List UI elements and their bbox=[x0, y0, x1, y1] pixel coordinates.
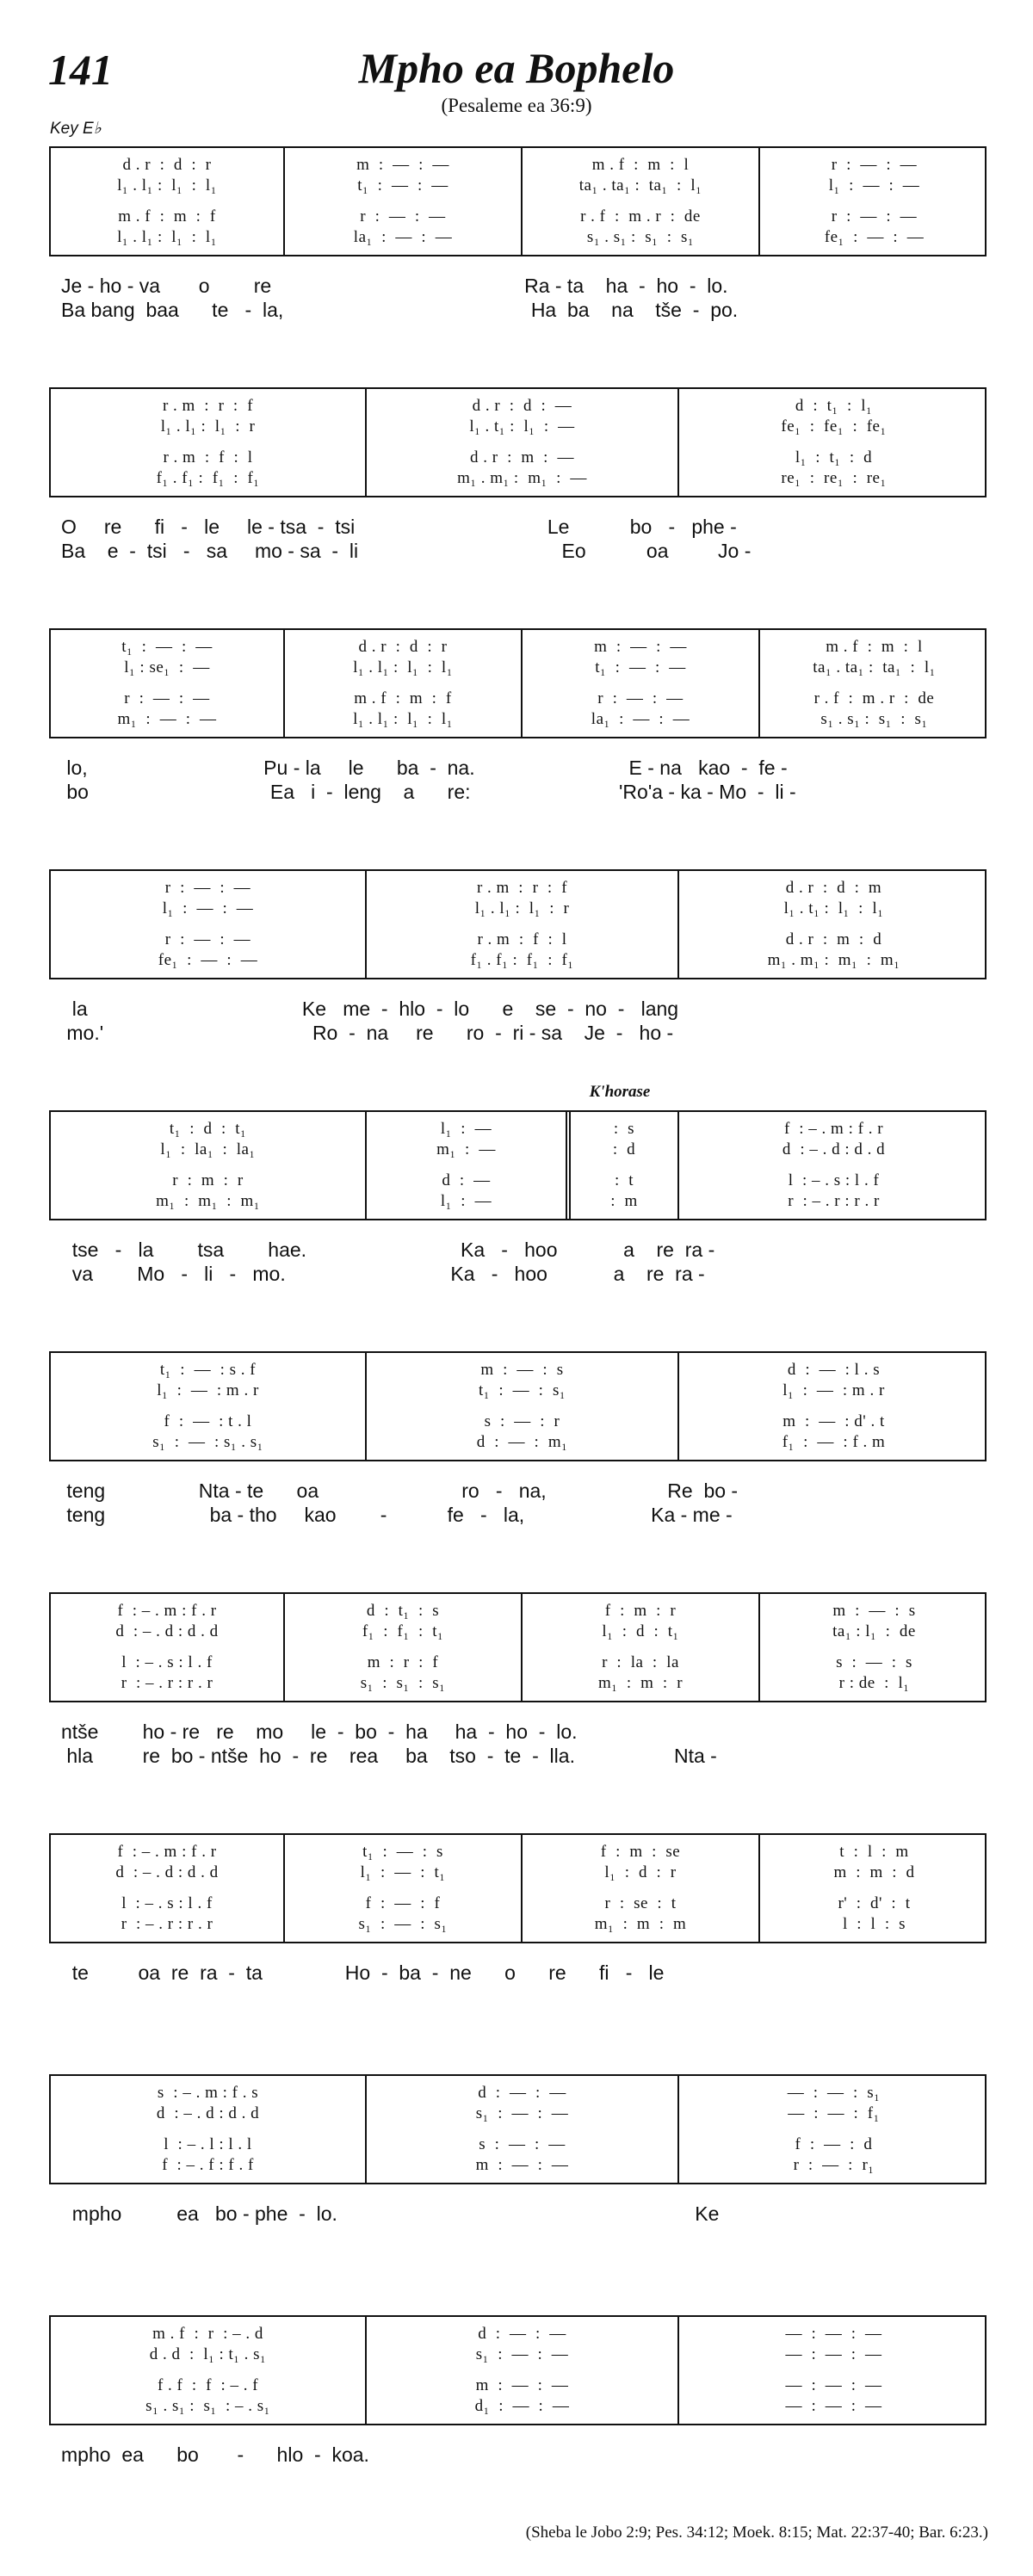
lyric-line bbox=[61, 2226, 987, 2250]
note-row: l₁ . l₁ : l₁ : l₁ bbox=[117, 228, 217, 246]
note-row: d : – . d : d . d bbox=[115, 1863, 219, 1881]
stave-box bbox=[49, 2315, 987, 2425]
note-row: s : — : — bbox=[479, 2135, 566, 2153]
note-row: t₁ : — : — bbox=[121, 638, 213, 656]
measure bbox=[51, 148, 283, 255]
note-row: r . m : r : f bbox=[162, 397, 254, 415]
lyrics-block bbox=[49, 1479, 987, 1529]
note-row: — : — : s₁ bbox=[787, 2084, 881, 2102]
note-row: l₁ : d : t₁ bbox=[602, 1622, 679, 1640]
lyric-line: mpho ea bo - phe - lo. Ke bbox=[61, 2202, 720, 2225]
lyric-line: Ba bang baa te - la, Ha ba na tše - po. bbox=[61, 299, 739, 321]
note-row: m₁ : m₁ : m₁ bbox=[156, 1192, 260, 1210]
lyric-line: mpho ea bo - hlo - koa. bbox=[61, 2443, 369, 2466]
note-row: — : — : — bbox=[785, 2397, 882, 2415]
note-row: — : — : — bbox=[785, 2345, 882, 2363]
measure bbox=[758, 630, 988, 737]
lyric-line: va Mo - li - mo. Ka - hoo a re ra - bbox=[61, 1263, 705, 1285]
note-row: t : l : m bbox=[839, 1843, 909, 1861]
chorus-label: K'horase bbox=[589, 1083, 651, 1101]
note-row: r : – . r : r . r bbox=[121, 1674, 213, 1692]
note-row: r : — : — bbox=[360, 207, 446, 225]
hymn-subtitle: (Pesaleme ea 36:9) bbox=[441, 95, 592, 116]
note-row: l : – . s : l . f bbox=[788, 1171, 880, 1189]
note-row: d : – . d : d . d bbox=[115, 1622, 219, 1640]
note-row: s₁ . s₁ : s₁ : – . s₁ bbox=[145, 2397, 270, 2415]
note-row: d . r : d : r bbox=[358, 638, 448, 656]
note-row: l₁ . t₁ : l₁ : l₁ bbox=[783, 899, 884, 917]
note-row: f : – . m : f . r bbox=[117, 1843, 217, 1861]
note-row: t₁ : d : t₁ bbox=[169, 1120, 247, 1138]
note-row: l : l : s bbox=[842, 1915, 906, 1933]
lyric-line: tse - la tsa hae. Ka - hoo a re ra - bbox=[61, 1239, 715, 1261]
note-row: d : – . d : d . d bbox=[156, 2104, 260, 2122]
note-row: m : r : f bbox=[367, 1653, 439, 1671]
note-row: f : – . m : f . r bbox=[783, 1120, 884, 1138]
measure bbox=[365, 1112, 566, 1219]
note-row: f₁ . f₁ : f₁ : f₁ bbox=[470, 951, 574, 969]
measure bbox=[758, 1594, 988, 1701]
note-row: m : m : d bbox=[833, 1863, 915, 1881]
lyrics-block bbox=[49, 2202, 987, 2252]
hymn-title: Mpho ea Bophelo bbox=[358, 44, 675, 92]
note-row: l : – . l : l . l bbox=[164, 2135, 252, 2153]
note-row: d : — : m₁ bbox=[476, 1433, 568, 1451]
note-row: r' : d' : t bbox=[838, 1894, 911, 1912]
note-row: s₁ : s₁ : s₁ bbox=[360, 1674, 446, 1692]
note-row: : m bbox=[610, 1192, 638, 1210]
note-row: m . f : m : l bbox=[591, 156, 690, 174]
note-row: s₁ : — : — bbox=[475, 2104, 569, 2122]
measure bbox=[365, 871, 677, 978]
note-row: m₁ : — : — bbox=[117, 710, 217, 728]
measure bbox=[283, 148, 521, 255]
note-row: t₁ : — : — bbox=[595, 658, 686, 676]
measure bbox=[51, 630, 283, 737]
measure bbox=[51, 389, 365, 496]
lyric-line: teng Nta - te oa ro - na, Re bo - bbox=[61, 1480, 739, 1502]
note-row: r . m : r : f bbox=[476, 879, 568, 897]
note-row: r : – . r : r . r bbox=[121, 1915, 213, 1933]
measure bbox=[677, 871, 988, 978]
lyric-line: mo.' Ro - na re ro - ri - sa Je - ho - bbox=[61, 1022, 674, 1044]
note-row: f₁ . f₁ : f₁ : f₁ bbox=[156, 469, 260, 487]
measure bbox=[365, 2076, 677, 2183]
lyrics-block bbox=[49, 515, 987, 565]
note-row: m : — : — bbox=[475, 2376, 569, 2394]
note-row: ta₁ . ta₁ : ta₁ : l₁ bbox=[578, 176, 702, 195]
note-row: f : — : t . l bbox=[164, 1412, 252, 1430]
note-row: r : de : l₁ bbox=[838, 1674, 910, 1692]
note-row: : t bbox=[614, 1171, 634, 1189]
measure bbox=[51, 871, 365, 978]
lyrics-block bbox=[49, 1238, 987, 1288]
lyrics-block bbox=[49, 274, 987, 324]
stave-box bbox=[49, 387, 987, 497]
note-row: d : t₁ : s bbox=[366, 1602, 440, 1620]
note-row: d : – . d : d . d bbox=[782, 1140, 886, 1158]
measure bbox=[677, 2317, 988, 2424]
note-row: f : m : se bbox=[600, 1843, 681, 1861]
note-row: f . f : f : – . f bbox=[157, 2376, 259, 2394]
note-row: s : – . m : f . s bbox=[157, 2084, 259, 2102]
note-row: m : — : s bbox=[832, 1602, 916, 1620]
measure bbox=[521, 630, 758, 737]
measure bbox=[365, 389, 677, 496]
stave-box bbox=[49, 869, 987, 979]
measure bbox=[677, 1112, 988, 1219]
note-row: d . r : m : d bbox=[785, 930, 882, 948]
note-row: l₁ : — bbox=[440, 1192, 492, 1210]
note-row: l₁ . l₁ : l₁ : r bbox=[160, 417, 256, 436]
lyric-line bbox=[61, 2467, 987, 2491]
stave-box bbox=[49, 2074, 987, 2184]
measure bbox=[283, 630, 521, 737]
lyric-line: teng ba - tho kao - fe - la, Ka - me - bbox=[61, 1504, 733, 1526]
measure bbox=[51, 2317, 365, 2424]
note-row: f : — : d bbox=[795, 2135, 873, 2153]
measure bbox=[51, 1835, 283, 1942]
note-row: l₁ : — : m . r bbox=[157, 1381, 259, 1399]
note-row: r : — : r₁ bbox=[793, 2156, 875, 2174]
lyric-line: la Ke me - hlo - lo e se - no - lang bbox=[61, 998, 679, 1020]
note-row: l₁ : — : — bbox=[828, 176, 920, 195]
note-row: r : — : — bbox=[831, 156, 918, 174]
lyrics-block bbox=[49, 2443, 987, 2493]
note-row: — : — : f₁ bbox=[788, 2104, 880, 2122]
note-row: l₁ . l₁ : l₁ : l₁ bbox=[353, 710, 453, 728]
note-row: f₁ : f₁ : t₁ bbox=[362, 1622, 444, 1640]
note-row: f : m : r bbox=[604, 1602, 677, 1620]
note-row: s₁ . s₁ : s₁ : s₁ bbox=[586, 228, 695, 246]
note-row: d . d : l₁ : t₁ . s₁ bbox=[149, 2345, 267, 2363]
note-row: t₁ : — : s₁ bbox=[479, 1381, 566, 1399]
lyric-line: hla re bo - ntše ho - re rea ba tso - te - lla. Nta - bbox=[61, 1745, 717, 1767]
lyrics-block bbox=[49, 1720, 987, 1770]
note-row: l₁ . t₁ : l₁ : — bbox=[469, 417, 575, 436]
note-row: fe₁ : fe₁ : fe₁ bbox=[781, 417, 887, 436]
note-row: s₁ : — : s₁ . s₁ bbox=[152, 1433, 263, 1451]
note-row: m₁ : m : r bbox=[597, 1674, 684, 1692]
note-row: m : — : — bbox=[356, 156, 449, 174]
note-row: f : – . m : f . r bbox=[117, 1602, 217, 1620]
note-row: s₁ . s₁ : s₁ : s₁ bbox=[820, 710, 928, 728]
note-row: : d bbox=[612, 1140, 636, 1158]
note-row: d : — : — bbox=[478, 2325, 566, 2343]
note-row: l₁ : — bbox=[440, 1120, 492, 1138]
note-row: m . f : m : f bbox=[354, 689, 452, 707]
measure bbox=[521, 148, 758, 255]
note-row: d : — : — bbox=[478, 2084, 566, 2102]
note-row: l₁ . l₁ : l₁ : r bbox=[474, 899, 570, 917]
note-row: l : – . s : l . f bbox=[121, 1894, 213, 1912]
note-row: d : — : l . s bbox=[787, 1361, 881, 1379]
stave-box bbox=[49, 1833, 987, 1943]
measure bbox=[521, 1835, 758, 1942]
note-row: s : — : s bbox=[836, 1653, 912, 1671]
note-row: t₁ : — : s . f bbox=[159, 1361, 257, 1379]
note-row: m : — : — bbox=[594, 638, 687, 656]
lyric-line: bo Ea i - leng a re: 'Ro'a - ka - Mo - li - bbox=[61, 781, 796, 803]
note-row: t₁ : — : s bbox=[362, 1843, 443, 1861]
note-row: r : la : la bbox=[602, 1653, 679, 1671]
hymn-number: 141 bbox=[48, 46, 113, 94]
note-row: s : — : r bbox=[484, 1412, 560, 1430]
measure bbox=[677, 389, 988, 496]
lyric-line: te oa re ra - ta Ho - ba - ne o re fi - le bbox=[61, 1961, 665, 1984]
measure bbox=[521, 1594, 758, 1701]
note-row: r . f : m . r : de bbox=[813, 689, 935, 707]
measure bbox=[51, 1594, 283, 1701]
stave-box bbox=[49, 628, 987, 738]
note-row: re₁ : re₁ : re₁ bbox=[781, 469, 887, 487]
note-row: r . m : f : l bbox=[477, 930, 567, 948]
measure bbox=[51, 1112, 365, 1219]
measure bbox=[758, 1835, 988, 1942]
note-row: m : — : — bbox=[475, 2156, 569, 2174]
note-row: m₁ : m : m bbox=[594, 1915, 687, 1933]
note-row: la₁ : — : — bbox=[353, 228, 453, 246]
note-row: ta₁ . ta₁ : ta₁ : l₁ bbox=[813, 658, 936, 676]
note-row: la₁ : — : — bbox=[591, 710, 690, 728]
measure bbox=[758, 148, 988, 255]
note-row: s₁ : — : s₁ bbox=[358, 1915, 448, 1933]
note-row: d : t₁ : l₁ bbox=[795, 397, 873, 415]
note-row: l₁ . l₁ : l₁ : l₁ bbox=[353, 658, 453, 676]
note-row: m : — : s bbox=[480, 1361, 564, 1379]
note-row: l₁ : — : t₁ bbox=[360, 1863, 446, 1881]
note-row: l₁ : — : — bbox=[162, 899, 254, 917]
note-row: l₁ : se₁ : — bbox=[124, 658, 210, 676]
lyric-line: Je - ho - va o re Ra - ta ha - ho - lo. bbox=[61, 275, 728, 297]
measure bbox=[283, 1835, 521, 1942]
lyrics-block bbox=[49, 1961, 987, 2011]
lyrics-block bbox=[49, 997, 987, 1047]
note-row: r : m : r bbox=[172, 1171, 244, 1189]
note-row: r . f : m . r : de bbox=[580, 207, 701, 225]
note-row: m₁ . m₁ : m₁ : m₁ bbox=[767, 951, 900, 969]
note-row: m : — : d' . t bbox=[782, 1412, 885, 1430]
note-row: r : — : — bbox=[164, 930, 251, 948]
note-row: l : – . s : l . f bbox=[121, 1653, 213, 1671]
note-row: r : — : — bbox=[597, 689, 684, 707]
note-row: r : — : — bbox=[164, 879, 251, 897]
note-row: f : – . f : f . f bbox=[162, 2156, 254, 2174]
note-row: d₁ : — : — bbox=[474, 2397, 570, 2415]
note-row: r . m : f : l bbox=[163, 448, 253, 466]
lyric-line: Ba e - tsi - sa mo - sa - li Eo oa Jo - bbox=[61, 540, 752, 562]
key-signature: Key E♭ bbox=[50, 120, 102, 138]
note-row: f : — : f bbox=[365, 1894, 441, 1912]
note-row: d . r : d : — bbox=[472, 397, 572, 415]
note-row: d . r : d : m bbox=[785, 879, 882, 897]
stave-box bbox=[49, 146, 987, 256]
note-row: l₁ : d : r bbox=[604, 1863, 677, 1881]
measure bbox=[51, 1353, 365, 1460]
note-row: l₁ : t₁ : d bbox=[795, 448, 873, 466]
scripture-references: (Sheba le Jobo 2:9; Pes. 34:12; Moek. 8:15; Mat. 22:37-40; Bar. 6:23.) bbox=[525, 2523, 988, 2542]
note-row: d . r : m : — bbox=[470, 448, 574, 466]
note-row: ta₁ : l₁ : de bbox=[832, 1622, 916, 1640]
note-row: l₁ : la₁ : la₁ bbox=[160, 1140, 256, 1158]
note-row: m₁ . m₁ : m₁ : — bbox=[457, 469, 587, 487]
measure bbox=[677, 1353, 988, 1460]
note-row: r : — : — bbox=[831, 207, 918, 225]
stave-box bbox=[49, 1110, 987, 1220]
note-row: m . f : r : – . d bbox=[152, 2325, 263, 2343]
measure bbox=[566, 1112, 677, 1219]
note-row: — : — : — bbox=[785, 2325, 882, 2343]
lyrics-block bbox=[49, 756, 987, 806]
note-row: r : se : t bbox=[604, 1894, 677, 1912]
stave-box bbox=[49, 1592, 987, 1702]
note-row: s₁ : — : — bbox=[475, 2345, 569, 2363]
note-row: — : — : — bbox=[785, 2376, 882, 2394]
measure bbox=[51, 2076, 365, 2183]
note-row: d : — bbox=[442, 1171, 491, 1189]
note-row: fe₁ : — : — bbox=[824, 228, 925, 246]
note-row: r : – . r : r . r bbox=[788, 1192, 880, 1210]
note-row: m . f : m : l bbox=[826, 638, 923, 656]
measure bbox=[283, 1594, 521, 1701]
lyric-line: lo, Pu - la le ba - na. E - na kao - fe - bbox=[61, 757, 788, 779]
measure bbox=[365, 1353, 677, 1460]
note-row: l₁ . l₁ : l₁ : l₁ bbox=[117, 176, 217, 195]
note-row: fe₁ : — : — bbox=[158, 951, 258, 969]
note-row: m . f : m : f bbox=[118, 207, 216, 225]
lyric-line: ntše ho - re re mo le - bo - ha ha - ho - lo. bbox=[61, 1720, 578, 1743]
note-row: t₁ : — : — bbox=[357, 176, 448, 195]
note-row: d . r : d : r bbox=[122, 156, 212, 174]
note-row: r : — : — bbox=[124, 689, 210, 707]
note-row: m₁ : — bbox=[436, 1140, 496, 1158]
lyric-line bbox=[61, 1985, 987, 2009]
lyric-line: O re fi - le le - tsa - tsi Le bo - phe - bbox=[61, 516, 737, 538]
measure bbox=[677, 2076, 988, 2183]
note-row: : s bbox=[613, 1120, 635, 1138]
measure bbox=[365, 2317, 677, 2424]
note-row: l₁ : — : m . r bbox=[782, 1381, 885, 1399]
stave-box bbox=[49, 1351, 987, 1461]
note-row: f₁ : — : f . m bbox=[782, 1433, 886, 1451]
